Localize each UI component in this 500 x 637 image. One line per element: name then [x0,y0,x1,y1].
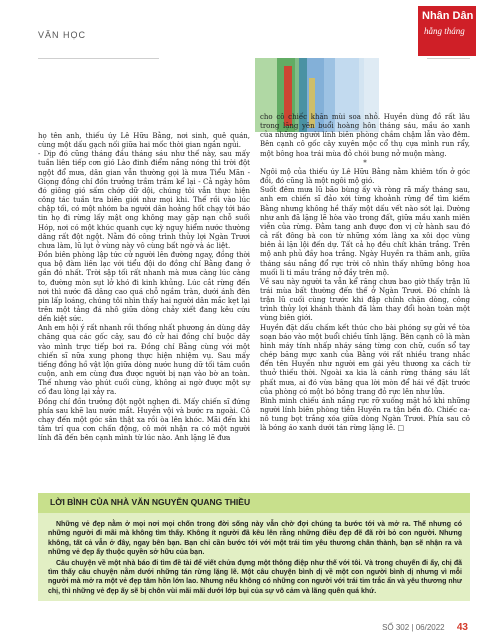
page-number: 43 [456,622,468,633]
paragraph: Ngôi mộ của thiếu úy Lê Hữu Bằng nằm khiêm tốn ở góc đồi, đó cũng là một ngôi mộ gió. [260,167,470,186]
end-mark: □ [397,424,405,433]
commentary-body [48,520,462,597]
logo-subtitle: hằng tháng [424,26,465,36]
section-break: * [363,158,367,167]
issue-info: SỐ 302 | 06/2022 [382,623,445,632]
commentary-paragraph: Những vẻ đẹp nằm ở mọi nơi mọi chốn trong đời sống này vẫn chờ đợi chúng ta bước tới và mở ra. Thế nhưng có những người đi mãi mà không tìm thấy. Không ít người đã kêu lên rằng những điều đẹp đẽ đã rời bỏ con người. Nhưng không, tất cả vẫn ở đây, ngay bên bạn. Bạn chỉ cần bước tới với một trái tim yêu thương chân thành, bạn sẽ nhận ra và những vẻ đẹp ấy thuộc quyền sở hữu của bạn. [48,521,462,557]
publication-logo [418,6,476,56]
paragraph: Anh em hội ý rất nhanh rồi thống nhất phương án dùng dây chăng qua các gốc cây, sau đó cử hai đồng chí buộc dây vào mình trực tiếp bơi ra. Đồng chí Bằng cùng với một chiến sĩ nữa xung phong thực hiện nhiệm vụ. Sau mấy tiếng đồng hồ vật lộn giữa dòng nước hung dữ tối tăm cuồn cuộn, anh em cùng đưa được người bị nạn vào bờ an toàn. Thế nhưng vào phút cuối cùng, không ai ngờ được một sự cố đau lòng lại xảy ra. [38,324,250,397]
commentary-paragraph: Câu chuyện về một nhà báo đi tìm đề tài để viết chửa đựng một thông điệp như thế với tôi. Và trong chuyến đi ấy, chị đã tìm thấy câu chuyện nằm dưới những tán rừng lặng lẽ. Một câu chuyện bình dị về một con người bình dị nhưng vì mỗi người mà mở ra một vẻ đẹp tâm hồn lớn lao. Nhưng nếu không có những con người với trái tim trắc ẩn và yêu thương như chị, thì những vẻ đẹp ấy sẽ bị chôn vùi mãi mãi dưới lớp bụi của sự vô cảm và lãng quên quá khứ. [48,559,462,595]
page-footer [382,622,468,633]
paragraph-text: Bình minh chiếu ánh nắng rực rỡ xuống mặt hồ khi những người lính biên phòng tiễn Huyền ra tận bến đò. Chiếc ca-nô tung bọt trắng xóa giữa dòng Ngàn Trươi. Phía sau cô là bóng áo xanh dưới tán rừng lặng lẽ. [260,396,470,433]
section-label: VĂN HỌC [38,30,87,40]
paragraph [260,397,470,434]
paragraph: - Dịp đó cũng tháng đầu tháng sáu như thế này, sau mấy tuần liên tiếp cơn gió Lào đinh điểm nắng nóng thì trời đột ngột đổ mưa, dân gian vẫn thường gọi là mưa Tiểu Mãn - Giọng đồng chí đồn trưởng trầm trầm kể lại - Cả ngày hôm đó giông gió sấm chớp dữ dội, chúng tôi vẫn thực hiện công tác tuần tra biên giới như mọi khi. Thế rồi vào lúc chập tối, có một nhóm ba người dân hoảng hốt chạy tới báo tin họ đi rừng lấy mật ong không may gặp nạn chỗ suối Hóp, nơi có một khúc quanh cực kỳ nguy hiểm nước thường dâng rất đột ngột. Nằm đó công trình thủy lợi Ngàn Trươi chưa làm, lũ lụt ở vùng này vô cùng bất ngờ và ác liệt. [38,150,250,250]
paragraph: Đồn biên phòng lập tức cử người lên đường ngay, đồng thời qua bộ đàm liên lạc với tiểu đội do đồng chí Bằng đang ở gần đó nhất. Trời sập tối rất nhanh mà mưa càng lúc càng to, đường mòn sụt lở khó đi kinh khủng. Lúc cắt rừng đến nơi thì nước đã dâng cao quá chỗ ngầm tràn, dưới ánh đèn pin lấp loáng, chúng tôi nhìn thấy hai người dân mắc kẹt lại trên một tảng đá nhô giữa dòng chảy xiết đang kêu cứu dến kiệt sức. [38,251,250,324]
paragraph: Về sau này người ta vẫn kể răng chưa bao giờ thấy trận lũ trái mùa bất thường đến thế ở Ngàn Trươi. Đó chính là trận lũ cuối cùng trước khi đập chính chặn dòng, công trình thủy lợi khánh thành đã làm thay đổi hoàn toàn một vùng biên giới. [260,277,470,323]
logo-title: Nhân Dân [422,10,474,22]
paragraph: Đồng chí đồn trưởng đột ngột nghẹn đi. Mấy chiến sĩ đứng phía sau khẽ lau nước mắt. Huyền vội và bước ra ngoài. Cô chạy đến một góc sân thật xa rồi òa lên khóc. Mãi đến khi tâm trí qua cơn chấn động, cô mới nhận ra có một người lính đã đến bên cạnh mình từ lúc nào. Anh lặng lẽ đưa [38,397,250,443]
commentary-title-bar [38,493,470,513]
article-column-right [260,113,470,433]
article-column-left [38,132,250,443]
paragraph: họ tên anh, thiếu úy Lê Hữu Bằng, nơi sinh, quê quán, cùng một dấu gạch nối giữa hai mốc thời gian ngắn ngủi. [38,132,250,150]
paragraph: Huyền đặt dấu chấm kết thúc cho bài phóng sự gửi về tòa soạn báo vào một buổi chiều tĩnh lặng. Bên cạnh cô là màn hình máy tính nhấp nháy sáng từng con chữ, cuốn sổ tay chép băng mực xanh của Bằng với rất nhiều trang nhắc đến tên Huyền như người em gái yêu thương xa cách từ thuở thiếu thời. Ngoài xa kia là cánh rừng tháng sáu lất phất mưa, ai đó vừa bâng qua lời mòn để hái về đặt trước của phòng có một bó bông trang đỏ rực lên như lửa. [260,323,470,396]
paragraph: cho cô chiếc khăn mùi soa nhỏ. Huyền dùng đồ rất lâu trong lặng yên buổi hoàng hôn tháng sáu, mầu áo xanh của những người lính biên phòng chầm chậm lẫn vào đêm. Bên cạnh cô gốc cây xuyên mộc cổ thụ cựa mình run rẩy, một bông hoa trái mùa đỏ chói bung nở muộn màng. [260,113,470,158]
commentary-title: LỜI BÌNH CỦA NHÀ VĂN NGUYỄN QUANG THIỀU [50,497,251,507]
paragraph: Suốt đêm mưa lũ bão bùng ấy và ròng rã mấy tháng sau, anh em chiến sĩ đảo xới từng khoảnh rừng để tìm kiếm Bằng nhưng không hề thấy một dấu vết nào sót lại. Dường như anh đã lặng lẽ hòa vào trong đất, giữa mầu xanh miên viễn của rừng. Đằm tang anh được đơn vị cử hành sau đó cả rất đông bà con từ những xóm làng xa xôi dọc vùng biên ải lặn lội đến dự. Tất cả họ đều chít khăn trắng. Trên mộ anh phủ đầy hoa trắng. Ngày Huyền ra thăm anh, giữa tháng sáu nắng đổ rực trời cô nhìn thấy những bông hoa muối li ti mầu trắng nở đầy trên mộ. [260,186,470,277]
